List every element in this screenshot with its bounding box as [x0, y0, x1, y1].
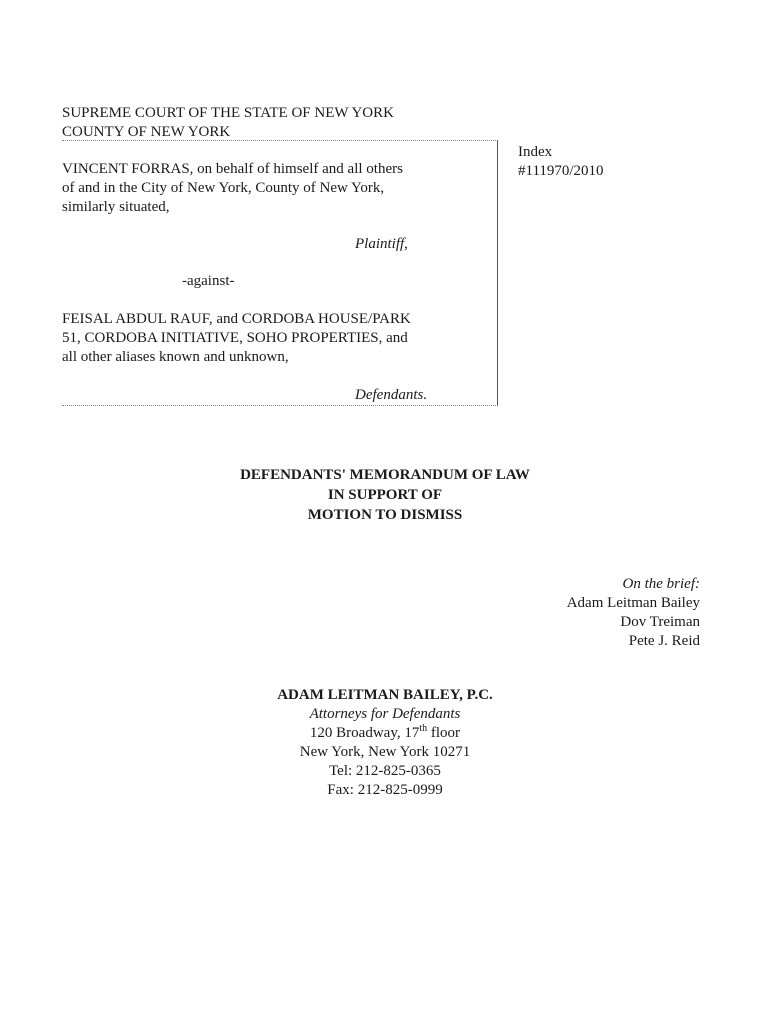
plaintiff-line: similarly situated, [62, 199, 170, 215]
firm-name: ADAM LEITMAN BAILEY, P.C. [277, 687, 493, 703]
firm-block [0, 686, 770, 800]
defendants-role: Defendants. [355, 387, 428, 403]
defendant-line: FEISAL ABDUL RAUF, and CORDOBA HOUSE/PARK [62, 311, 411, 327]
index-label: Index [518, 144, 553, 160]
firm-address-city: New York, New York 10271 [299, 744, 471, 760]
ordinal-suffix: th [419, 723, 428, 734]
caption-side-rule [497, 140, 498, 406]
plaintiff-line: VINCENT FORRAS, on behalf of himself and all others [62, 161, 403, 177]
index-number: #111970/2010 [518, 163, 604, 179]
title-line: DEFENDANTS' MEMORANDUM OF LAW [240, 467, 530, 483]
firm-fax: Fax: 212-825-0999 [327, 782, 443, 798]
court-name: SUPREME COURT OF THE STATE OF NEW YORK [62, 105, 394, 121]
title-line: MOTION TO DISMISS [307, 507, 463, 523]
defendant-line: 51, CORDOBA INITIATIVE, SOHO PROPERTIES, and [62, 330, 408, 346]
floor-text: floor [427, 725, 461, 741]
plaintiff-line: of and in the City of New York, County of New York, [62, 180, 385, 196]
brief-attorney: Dov Treiman [620, 614, 700, 630]
caption-bottom-rule [62, 405, 498, 406]
street-text: 120 Broadway, 17 [309, 725, 420, 741]
index-number-block [518, 143, 604, 181]
county-name: COUNTY OF NEW YORK [62, 124, 231, 140]
firm-address-street [0, 724, 770, 743]
defendant-line: all other aliases known and unknown, [62, 349, 289, 365]
document-title [0, 465, 770, 525]
caption-top-rule [62, 140, 498, 141]
brief-attorney: Adam Leitman Bailey [566, 595, 700, 611]
firm-role: Attorneys for Defendants [309, 706, 461, 722]
plaintiff-party [62, 160, 492, 217]
title-line: IN SUPPORT OF [327, 487, 443, 503]
brief-label: On the brief: [622, 576, 700, 592]
firm-tel: Tel: 212-825-0365 [329, 763, 441, 779]
on-the-brief [567, 575, 700, 651]
brief-attorney: Pete J. Reid [628, 633, 700, 649]
against-label: -against- [182, 273, 235, 289]
defendant-party [62, 310, 492, 367]
plaintiff-role: Plaintiff, [355, 236, 408, 252]
court-heading [62, 104, 394, 142]
